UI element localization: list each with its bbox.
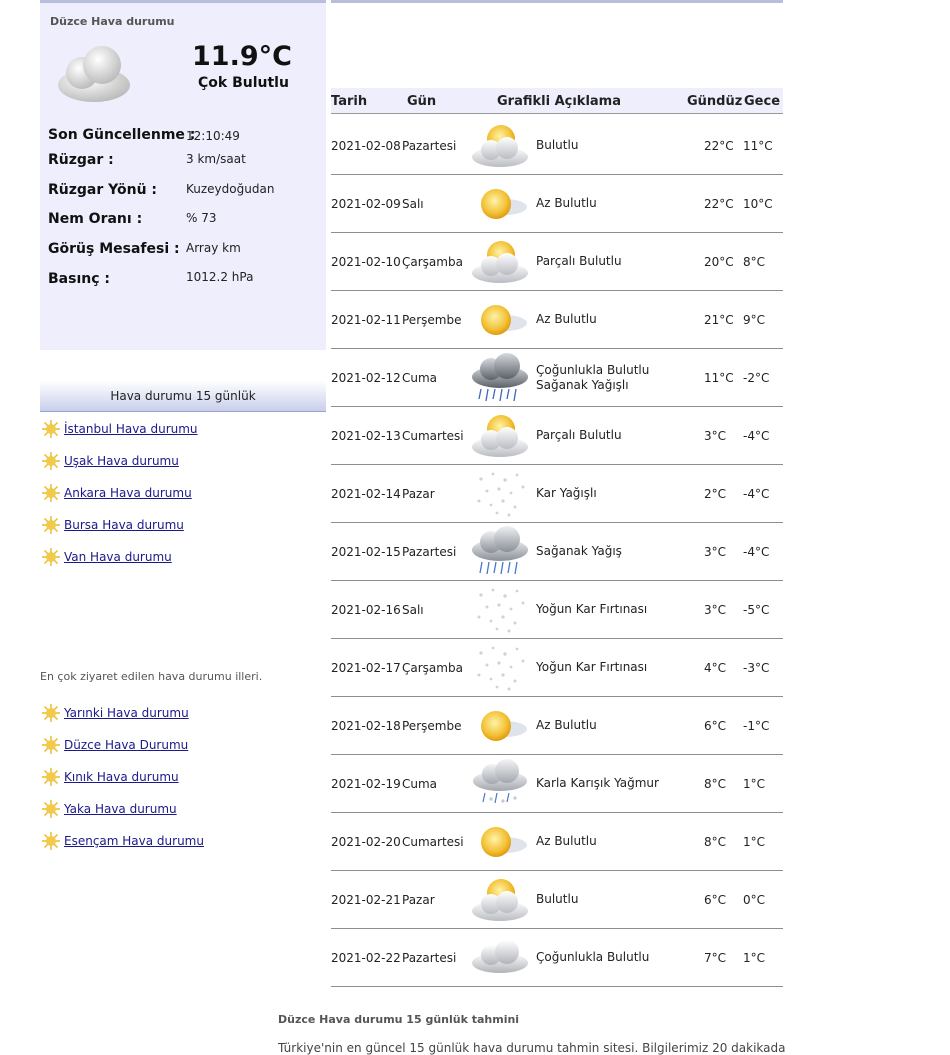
row-date: 2021-02-20 <box>331 834 401 849</box>
row-day-temp: 6°C <box>704 892 727 907</box>
row-description: Yoğun Kar Fırtınası <box>536 660 648 674</box>
detail-label-humidity: Nem Oranı : <box>48 211 143 227</box>
link-kinik[interactable]: Kınık Hava durumu <box>64 770 179 784</box>
storm-icon <box>469 349 531 406</box>
sun-icon <box>42 704 60 722</box>
row-date: 2021-02-14 <box>331 486 401 501</box>
row-date: 2021-02-09 <box>331 196 401 211</box>
row-day-temp: 11°C <box>704 370 734 385</box>
row-icon-cell <box>469 465 531 522</box>
row-description: Bulutlu <box>536 138 579 152</box>
row-night-temp: 8°C <box>743 254 766 269</box>
row-night-temp: 1°C <box>743 834 766 849</box>
detail-label-wind-direction: Rüzgar Yönü : <box>48 182 158 198</box>
row-day-temp: 8°C <box>704 776 727 791</box>
row-night-temp: 11°C <box>743 138 773 153</box>
row-description: Çoğunlukla Bulutlu <box>536 950 650 964</box>
footer-title: Düzce Hava durumu 15 günlük tahmini <box>278 1013 520 1026</box>
row-night-temp: -5°C <box>743 602 770 617</box>
table-row <box>331 813 783 871</box>
row-day-temp: 8°C <box>704 834 727 849</box>
row-date: 2021-02-22 <box>331 950 401 965</box>
detail-label-visibility: Görüş Mesafesi : <box>48 241 180 257</box>
footer-text: Türkiye'nin en güncel 15 günlük hava durumu tahmin sitesi. Bilgilerimiz 20 dakikada <box>278 1041 786 1055</box>
sun-icon <box>42 420 60 438</box>
row-day-temp: 6°C <box>704 718 727 733</box>
row-description: Az Bulutlu <box>536 718 597 732</box>
row-icon-cell <box>469 871 531 928</box>
row-day-temp: 20°C <box>704 254 734 269</box>
table-row <box>331 639 783 697</box>
sun-icon <box>42 800 60 818</box>
row-day-temp: 22°C <box>704 138 734 153</box>
cloud-icon <box>54 39 134 109</box>
row-day: Cumartesi <box>402 428 464 443</box>
link-tomorrow[interactable]: Yarınki Hava durumu <box>64 706 189 720</box>
header-date: Tarih <box>331 94 368 109</box>
row-day: Pazar <box>402 892 435 907</box>
row-icon-cell <box>469 291 531 348</box>
detail-label-pressure: Basınç : <box>48 271 110 287</box>
cloud-icon <box>469 929 531 986</box>
row-night-temp: -4°C <box>743 486 770 501</box>
row-description: Karla Karışık Yağmur <box>536 776 659 790</box>
row-day-temp: 3°C <box>704 544 727 559</box>
forecast-table-header <box>331 88 783 114</box>
current-weather-panel <box>40 0 326 350</box>
sun-icon <box>469 175 531 232</box>
row-date: 2021-02-21 <box>331 892 401 907</box>
table-row <box>331 581 783 639</box>
row-description: Bulutlu <box>536 892 579 906</box>
row-date: 2021-02-16 <box>331 602 401 617</box>
row-date: 2021-02-10 <box>331 254 401 269</box>
sun-icon <box>42 516 60 534</box>
row-night-temp: -3°C <box>743 660 770 675</box>
sun-cloud-icon <box>469 233 531 290</box>
sun-cloud-icon <box>469 407 531 464</box>
snow-icon <box>469 581 531 638</box>
sun-cloud-icon <box>469 871 531 928</box>
row-date: 2021-02-11 <box>331 312 401 327</box>
row-description: Yoğun Kar Fırtınası <box>536 602 648 616</box>
most-visited-title: En çok ziyaret edilen hava durumu illeri. <box>40 670 263 683</box>
table-row <box>331 929 783 987</box>
row-day: Cumartesi <box>402 834 464 849</box>
link-yaka[interactable]: Yaka Hava durumu <box>64 802 177 816</box>
header-description: Grafikli Açıklama <box>497 94 621 109</box>
row-description: Az Bulutlu <box>536 196 597 210</box>
detail-label-updated: Son Güncellenme : <box>48 127 196 143</box>
table-row <box>331 697 783 755</box>
city-title: Düzce Hava durumu <box>50 15 175 28</box>
link-esencam[interactable]: Esençam Hava durumu <box>64 834 204 848</box>
detail-value-wind-direction: Kuzeydoğudan <box>186 182 275 196</box>
row-day: Perşembe <box>402 718 462 733</box>
row-night-temp: 1°C <box>743 776 766 791</box>
row-date: 2021-02-19 <box>331 776 401 791</box>
current-temperature: 11.9°C <box>192 41 292 72</box>
link-duzce[interactable]: Düzce Hava Durumu <box>64 738 189 752</box>
detail-value-pressure: 1012.2 hPa <box>186 270 254 284</box>
row-icon-cell <box>469 407 531 464</box>
row-day-temp: 2°C <box>704 486 727 501</box>
row-date: 2021-02-12 <box>331 370 401 385</box>
header-day: Gün <box>407 94 437 109</box>
row-icon-cell <box>469 175 531 232</box>
table-row <box>331 349 783 407</box>
table-row <box>331 291 783 349</box>
row-description: Parçalı Bulutlu <box>536 254 622 268</box>
row-day: Pazartesi <box>402 138 457 153</box>
row-night-temp: -1°C <box>743 718 770 733</box>
row-description: Sağanak Yağış <box>536 544 622 558</box>
snow-icon <box>469 465 531 522</box>
row-description: Çoğunlukla Bulutlu Sağanak Yağışlı <box>536 362 650 392</box>
row-day-temp: 22°C <box>704 196 734 211</box>
snow-icon <box>469 639 531 696</box>
top-divider <box>331 0 783 3</box>
sun-icon <box>42 832 60 850</box>
link-bursa[interactable]: Bursa Hava durumu <box>64 518 184 532</box>
link-ankara[interactable]: Ankara Hava durumu <box>64 486 192 500</box>
link-istanbul[interactable]: İstanbul Hava durumu <box>64 422 198 436</box>
row-icon-cell <box>469 813 531 870</box>
row-day-temp: 7°C <box>704 950 727 965</box>
row-night-temp: -4°C <box>743 428 770 443</box>
detail-value-wind: 3 km/saat <box>186 152 246 166</box>
sun-icon <box>469 813 531 870</box>
row-icon-cell <box>469 523 531 580</box>
rain-icon <box>469 523 531 580</box>
row-day: Pazar <box>402 486 435 501</box>
sun-icon <box>42 484 60 502</box>
sun-icon <box>42 736 60 754</box>
link-van[interactable]: Van Hava durumu <box>64 550 172 564</box>
row-day: Pazartesi <box>402 544 457 559</box>
row-day: Cuma <box>402 776 438 791</box>
row-date: 2021-02-15 <box>331 544 401 559</box>
detail-value-visibility: Array km <box>186 241 241 255</box>
row-icon-cell <box>469 349 531 406</box>
row-date: 2021-02-17 <box>331 660 401 675</box>
row-day: Salı <box>402 602 424 617</box>
table-row <box>331 465 783 523</box>
row-day: Çarşamba <box>402 660 463 675</box>
row-night-temp: 10°C <box>743 196 773 211</box>
row-day: Pazartesi <box>402 950 457 965</box>
row-night-temp: 9°C <box>743 312 766 327</box>
row-description: Az Bulutlu <box>536 834 597 848</box>
row-day-temp: 3°C <box>704 602 727 617</box>
row-day-temp: 4°C <box>704 660 727 675</box>
detail-value-updated: 12:10:49 <box>186 129 240 143</box>
row-icon-cell <box>469 697 531 754</box>
current-condition: Çok Bulutlu <box>198 75 289 91</box>
row-day: Cuma <box>402 370 438 385</box>
row-night-temp: -2°C <box>743 370 770 385</box>
sun-cloud-icon <box>469 117 531 174</box>
row-icon-cell <box>469 581 531 638</box>
table-row <box>331 755 783 813</box>
row-night-temp: 0°C <box>743 892 766 907</box>
detail-label-wind: Rüzgar : <box>48 152 114 168</box>
forecast-15-box-title: Hava durumu 15 günlük <box>40 381 326 412</box>
table-row <box>331 233 783 291</box>
row-icon-cell <box>469 929 531 986</box>
sun-icon <box>42 768 60 786</box>
row-date: 2021-02-08 <box>331 138 401 153</box>
table-row <box>331 175 783 233</box>
header-night-temp: Gece <box>744 94 781 109</box>
sleet-icon <box>469 755 531 812</box>
row-description: Parçalı Bulutlu <box>536 428 622 442</box>
row-day-temp: 3°C <box>704 428 727 443</box>
sun-icon <box>469 291 531 348</box>
table-row <box>331 117 783 175</box>
sun-icon <box>42 452 60 470</box>
row-icon-cell <box>469 755 531 812</box>
row-night-temp: -4°C <box>743 544 770 559</box>
row-day: Perşembe <box>402 312 462 327</box>
row-day: Salı <box>402 196 424 211</box>
row-icon-cell <box>469 233 531 290</box>
row-date: 2021-02-18 <box>331 718 401 733</box>
table-row <box>331 523 783 581</box>
detail-value-humidity: % 73 <box>186 211 217 225</box>
row-description: Kar Yağışlı <box>536 486 597 500</box>
row-icon-cell <box>469 639 531 696</box>
row-day-temp: 21°C <box>704 312 734 327</box>
row-icon-cell <box>469 117 531 174</box>
link-usak[interactable]: Uşak Hava durumu <box>64 454 179 468</box>
sun-icon <box>42 548 60 566</box>
table-row <box>331 871 783 929</box>
row-night-temp: 1°C <box>743 950 766 965</box>
row-description: Az Bulutlu <box>536 312 597 326</box>
row-date: 2021-02-13 <box>331 428 401 443</box>
sun-icon <box>469 697 531 754</box>
table-row <box>331 407 783 465</box>
row-day: Çarşamba <box>402 254 463 269</box>
header-day-temp: Gündüz <box>687 94 743 109</box>
